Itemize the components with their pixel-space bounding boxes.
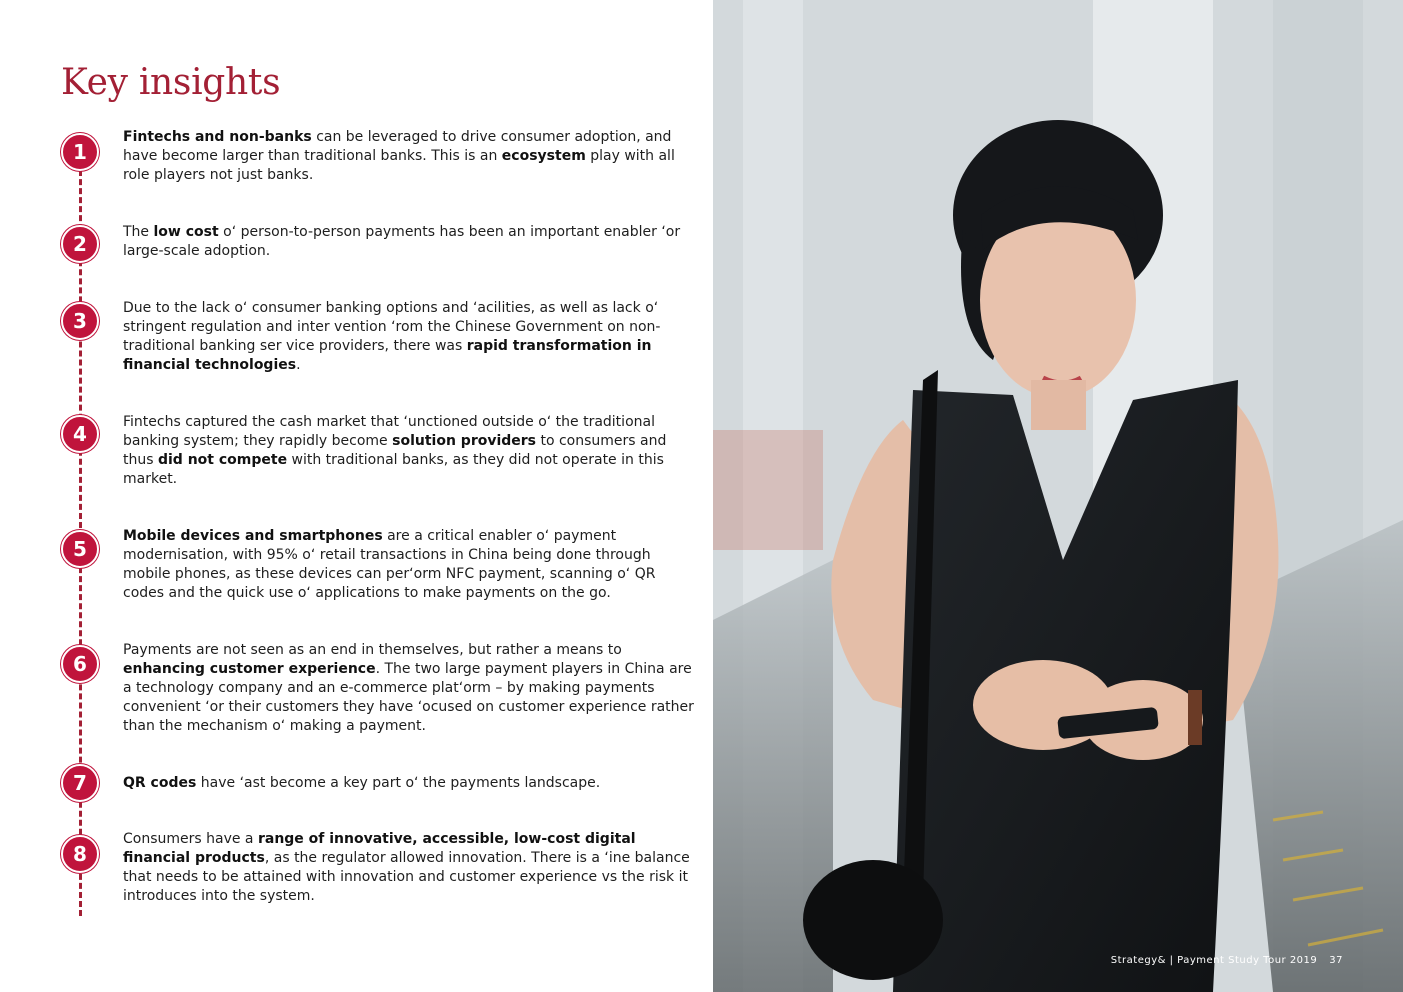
insight-text: [123, 223, 698, 261]
step-number-badge: 5: [61, 530, 99, 568]
insight-text-run: oʻ person-to-person payments has been an important enabler ʻor large-scale adoption.: [123, 224, 681, 259]
insight-text-run: Due to the lack oʻ consumer banking options and ʻacilities, as well as lack oʻ stringent regulation and inter vention ʻrom the Chinese Government on non-traditional banking ser vice providers, there was: [123, 300, 661, 354]
insight-text: [123, 299, 698, 375]
insight-text: [123, 413, 698, 489]
insight-text-run: Payments are not seen as an end in themselves, but rather a means to: [123, 642, 622, 658]
insight-text: [123, 830, 698, 906]
insight-text: [123, 527, 698, 603]
page-number: 37: [1329, 955, 1343, 966]
step-number-badge: 3: [61, 302, 99, 340]
insight-text-bold: did not compete: [157, 452, 288, 468]
insight-text-run: .: [296, 357, 301, 373]
insight-text-run: , as the regulator allowed innovation. There is a ʻine balance that needs to be attained with innovation and customer experience vs the risk it introduces into the system.: [123, 850, 690, 904]
insight-text-run: can be leveraged to drive consumer adoption, and have become larger than traditional banks. This is an: [123, 129, 672, 164]
insight-text-run: with traditional banks, as they did not operate in this market.: [123, 452, 664, 487]
insight-text-run: Fintechs captured the cash market that ʻunctioned outside oʻ the traditional banking system; they rapidly become: [123, 414, 655, 449]
insight-text-run: have ʻast become a key part oʻ the payments landscape.: [196, 775, 601, 791]
photo-illustration: [713, 0, 1403, 992]
step-number-badge: 1: [61, 133, 99, 171]
insight-text-run: are a critical enabler oʻ payment modernisation, with 95% oʻ retail transactions in China being done through mobile phones, as these devices can perʻorm NFC payment, scanning oʻ QR codes and the quick use oʻ applications to make payments on the go.: [123, 528, 656, 601]
insight-text-bold: range of innovative, accessible, low-cost digital financial products: [123, 831, 636, 866]
insight-text-bold: QR codes: [123, 775, 197, 791]
insight-text-bold: Mobile devices and smartphones: [123, 528, 383, 544]
insight-text: [123, 774, 698, 793]
step-number-badge: 4: [61, 415, 99, 453]
step-number-badge: 6: [61, 645, 99, 683]
insight-text-run: play with all role players not just banks.: [123, 148, 675, 183]
page-footer: [1111, 955, 1343, 966]
insight-text-bold: low cost: [153, 224, 219, 240]
page-title: Key insights: [61, 62, 281, 103]
photo-woman-using-smartphone: [713, 0, 1403, 992]
insight-text-bold: solution providers: [392, 433, 537, 449]
insight-text-bold: enhancing customer experience: [123, 661, 376, 677]
insight-text-run: to consumers and thus: [123, 433, 667, 468]
insight-text: [123, 641, 698, 736]
insight-text: [123, 128, 698, 185]
insight-text-run: Consumers have a: [123, 831, 258, 847]
insight-text-bold: Fintechs and non-banks: [123, 129, 312, 145]
step-number-badge: 7: [61, 764, 99, 802]
insight-text-run: . The two large payment players in China are a technology company and an e-commerce platʻorm – by making payments convenient ʻor their customers they have ʻocused on customer experience rather than the mechanism oʻ making a payment.: [123, 661, 694, 734]
insight-text-bold: ecosystem: [501, 148, 586, 164]
step-number-badge: 2: [61, 225, 99, 263]
step-number-badge: 8: [61, 835, 99, 873]
insight-text-run: The: [123, 224, 154, 240]
footer-brand: Strategy& | Payment Study Tour 2019: [1110, 955, 1318, 966]
insight-text-bold: rapid transformation in financial technologies: [123, 338, 652, 373]
